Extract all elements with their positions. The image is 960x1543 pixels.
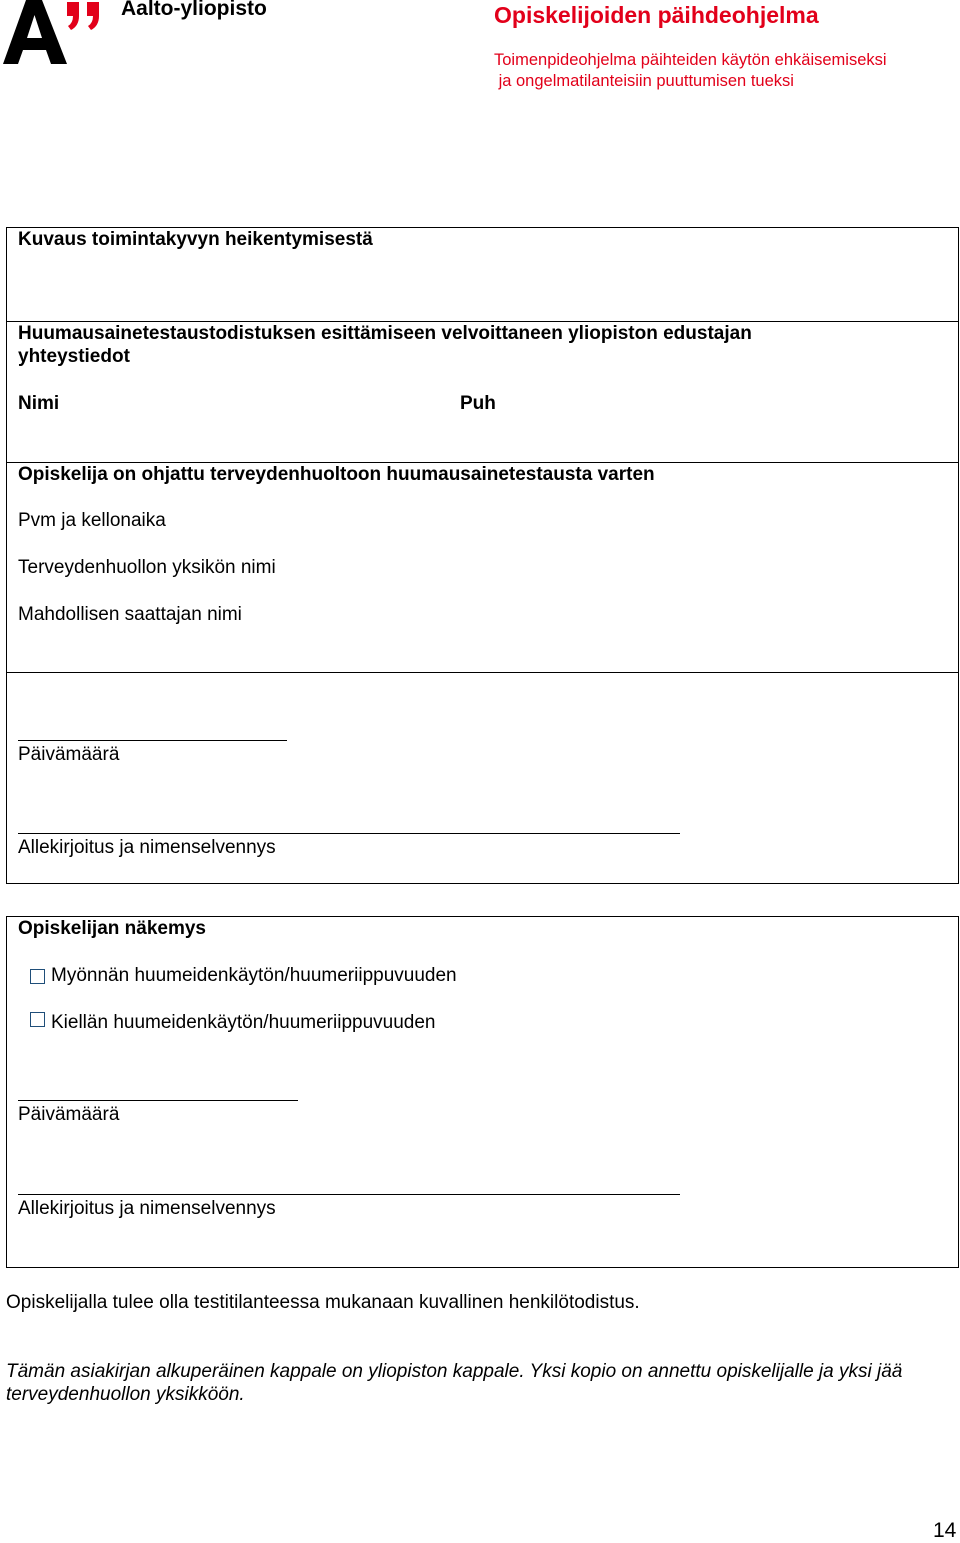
page-number: 14 — [933, 1519, 957, 1542]
admit-option-label: Myönnän huumeidenkäytön/huumeriippuvuuden — [51, 965, 457, 986]
signature-line-2 — [18, 1194, 680, 1195]
contact-name-label: Nimi — [18, 393, 60, 414]
document-subtitle-line2: ja ongelmatilanteisiin puuttumisen tueksi — [494, 72, 794, 90]
deny-checkbox[interactable] — [30, 1012, 45, 1027]
date-label-2: Päivämäärä — [18, 1104, 120, 1125]
document-subtitle-line1: Toimenpideohjelma päihteiden käytön ehkäisemiseksi — [494, 51, 887, 69]
admit-checkbox[interactable] — [30, 969, 45, 984]
signature-line-1 — [18, 833, 680, 834]
document-title: Opiskelijoiden päihdeohjelma — [494, 2, 819, 28]
description-heading: Kuvaus toimintakyvyn heikentymisestä — [18, 229, 373, 250]
copy-note-line1: Tämän asiakirjan alkuperäinen kappale on yliopiston kappale. Yksi kopio on annettu opiskelijalle ja yksi jää — [6, 1361, 903, 1382]
contact-heading-line1: Huumausainetestaustodistuksen esittämiseen velvoittaneen yliopiston edustajan — [18, 323, 752, 344]
contact-heading-line2: yhteystiedot — [18, 346, 130, 367]
date-label-1: Päivämäärä — [18, 744, 120, 765]
referral-unit-label: Terveydenhuollon yksikön nimi — [18, 557, 276, 578]
id-note: Opiskelijalla tulee olla testitilanteessa mukanaan kuvallinen henkilötodistus. — [6, 1292, 640, 1313]
student-view-heading: Opiskelijan näkemys — [18, 918, 206, 939]
contact-phone-label: Puh — [460, 393, 496, 414]
referral-heading: Opiskelija on ohjattu terveydenhuoltoon huumausainetestausta varten — [18, 464, 655, 485]
referral-escort-label: Mahdollisen saattajan nimi — [18, 604, 242, 625]
date-line-1 — [18, 740, 287, 741]
referral-datetime-label: Pvm ja kellonaika — [18, 510, 166, 531]
copy-note-line2: terveydenhuollon yksikköön. — [6, 1384, 245, 1405]
brand-name: Aalto-yliopisto — [121, 0, 267, 20]
signature-label-2: Allekirjoitus ja nimenselvennys — [18, 1198, 276, 1219]
aalto-logo — [3, 0, 103, 66]
signature-label-1: Allekirjoitus ja nimenselvennys — [18, 837, 276, 858]
date-line-2 — [18, 1100, 298, 1101]
deny-option-label: Kiellän huumeidenkäytön/huumeriippuvuuden — [51, 1012, 436, 1033]
